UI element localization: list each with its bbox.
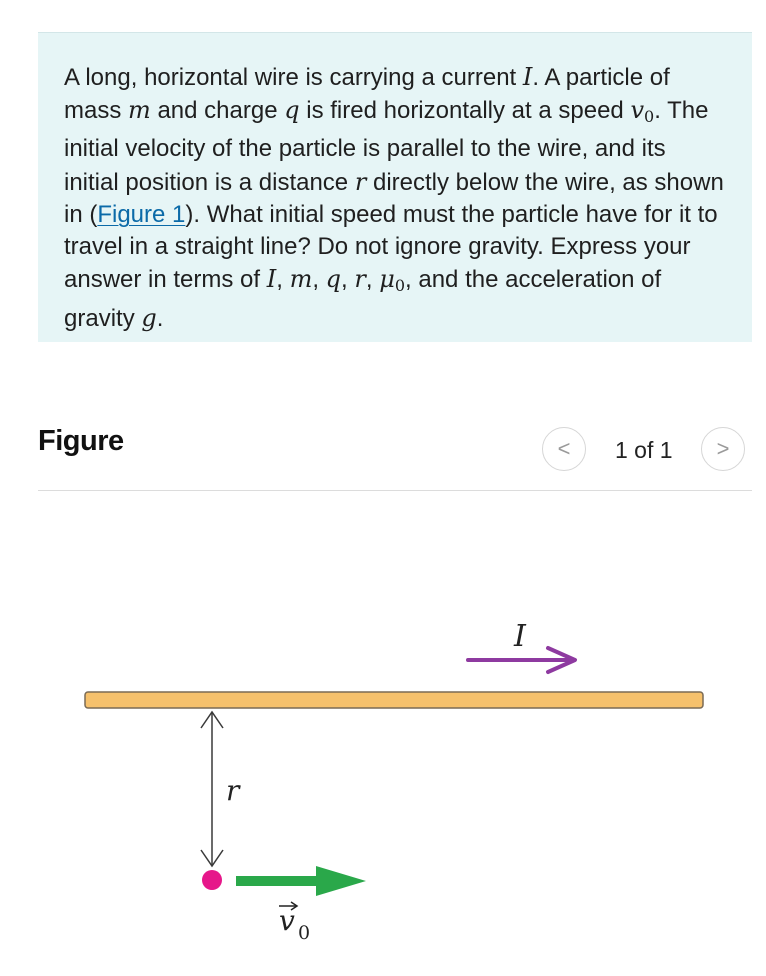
answer-var-current: I [266,265,277,294]
distance-arrow [201,712,223,866]
chevron-left-icon: < [557,436,571,461]
velocity-arrow [236,866,366,896]
velocity-symbol: v [279,904,295,937]
problem-text: , [312,266,326,294]
velocity-label [279,902,310,944]
symbol-mass: m [128,96,151,125]
problem-text: A long, horizontal wire is carrying a current [64,64,523,91]
problem-text: , [276,266,290,294]
problem-text: ). What initial speed must the particle have for it to travel in a straight line? Do not ignore gravity. Express your answer in terms of [64,200,718,294]
problem-text: is fired horizontally at a speed [299,97,631,125]
velocity-arrow-head [316,866,366,896]
problem-text: , [365,266,380,294]
problem-text: . A particle of mass [64,64,670,125]
answer-var-gravity: g [141,304,157,333]
current-label: I [514,619,526,654]
symbol-speed: v [630,96,644,125]
figure-1-link[interactable]: Figure 1 [97,200,186,228]
figure-heading: Figure [38,425,124,457]
answer-var-mass: m [289,265,313,294]
problem-text: and charge [150,97,285,125]
particle [202,870,222,890]
velocity-arrow-shaft [236,876,324,886]
answer-var-charge: q [325,265,342,294]
symbol-distance: r [354,167,367,196]
symbol-charge: q [284,96,300,125]
chevron-right-icon: > [716,436,730,461]
problem-text: , [341,266,355,294]
symbol-speed-subscript: 0 [644,107,655,127]
symbol-current: I [522,63,533,91]
problem-text: directly below the wire, as shown in ( [64,168,724,228]
distance-label: r [226,774,240,807]
wire [85,692,703,708]
answer-var-distance: r [354,265,366,294]
problem-text: . The initial velocity of the particle is parallel to the wire, and its initial position is a distance [64,97,709,196]
answer-var-mu-subscript: 0 [394,276,406,296]
problem-text: , and the acceleration of gravity [64,266,662,333]
figure-page-count: 1 of 1 [615,437,673,463]
problem-text: . [156,305,164,333]
velocity-subscript: 0 [298,922,311,944]
answer-var-mu: μ [379,265,395,294]
